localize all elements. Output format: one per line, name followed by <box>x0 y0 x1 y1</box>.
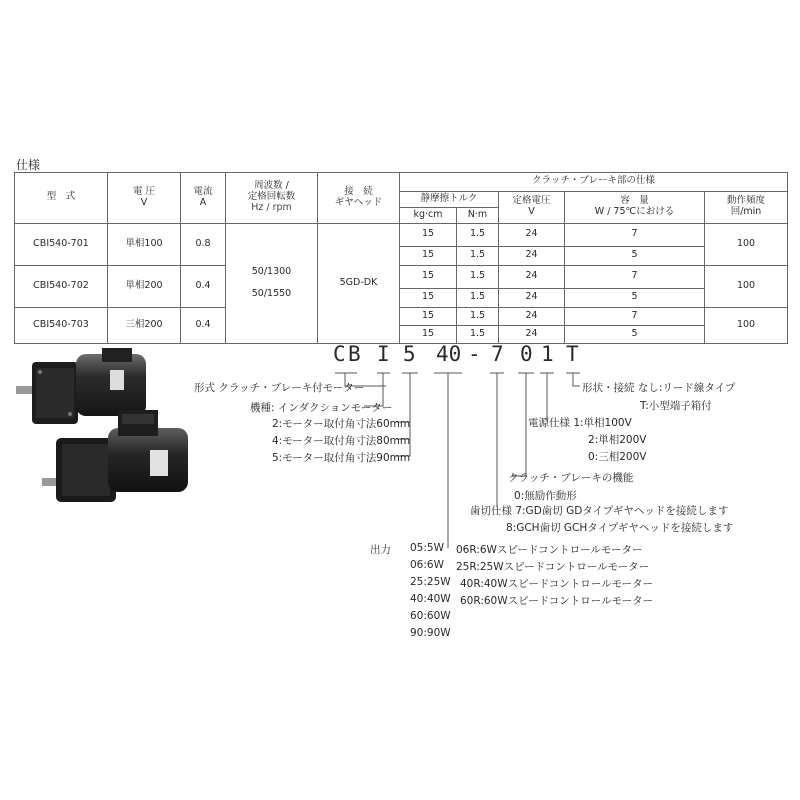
spec-title: 仕様 <box>16 158 41 172</box>
capacity-cell: 7 <box>565 307 705 326</box>
header-torque-nm: N·m <box>457 208 499 223</box>
current-cell: 0.4 <box>181 307 226 343</box>
label-type: 形式 クラッチ・ブレーキ付モーター <box>194 382 365 394</box>
label-gear-gd: 歯切仕様 7:GD歯切 GDタイプギヤヘッドを接続します <box>470 505 729 517</box>
rated-voltage-cell: 24 <box>499 307 565 326</box>
header-current: 電流 A <box>181 173 226 224</box>
label-mount-60: 2:モーター取付角寸法60mm <box>272 418 411 430</box>
torque-kgcm-cell: 15 <box>400 326 457 344</box>
model-cell: CBI540-701 <box>15 223 108 265</box>
code-char: C <box>333 342 346 366</box>
label-power-0: 0:三相200V <box>588 451 647 463</box>
torque-kgcm-cell: 15 <box>400 307 457 326</box>
capacity-cell: 5 <box>565 246 705 265</box>
current-cell: 0.8 <box>181 223 226 265</box>
code-char: 0 <box>520 342 533 366</box>
header-clutch-group: クラッチ・ブレーキ部の仕様 <box>400 173 788 192</box>
capacity-cell: 5 <box>565 288 705 307</box>
label-output-40w: 40:40W <box>410 593 451 605</box>
code-char: B <box>348 342 361 366</box>
frequency-cell: 50/1300 50/1550 <box>226 223 318 343</box>
header-operation: 動作頻度 回/min <box>705 191 788 223</box>
torque-kgcm-cell: 15 <box>400 246 457 265</box>
torque-nm-cell: 1.5 <box>457 223 499 246</box>
label-shape: 形状・接続 なし:リード線タイプ <box>582 382 736 394</box>
label-gear-gch: 8:GCH歯切 GCHタイプギヤヘッドを接続します <box>506 522 734 534</box>
code-char: 5 <box>403 342 416 366</box>
label-mount-80: 4:モーター取付角寸法80mm <box>272 435 411 447</box>
voltage-cell: 三相200 <box>108 307 181 343</box>
code-char: 7 <box>491 342 504 366</box>
torque-nm-cell: 1.5 <box>457 246 499 265</box>
header-torque: 静摩擦トルク <box>400 191 499 208</box>
rated-voltage-cell: 24 <box>499 265 565 288</box>
operation-cell: 100 <box>705 307 788 343</box>
label-output-25r: 25R:25Wスピードコントロールモーター <box>456 561 650 573</box>
rated-voltage-cell: 24 <box>499 223 565 246</box>
header-capacity: 容 量 W / 75℃における <box>565 191 705 223</box>
code-char: 1 <box>541 342 554 366</box>
label-mount-90: 5:モーター取付角寸法90mm <box>272 452 411 464</box>
operation-cell: 100 <box>705 265 788 307</box>
label-non-excited: 0:無励作動形 <box>514 490 577 502</box>
torque-kgcm-cell: 15 <box>400 288 457 307</box>
capacity-cell: 5 <box>565 326 705 344</box>
header-voltage: 電 圧 V <box>108 173 181 224</box>
capacity-cell: 7 <box>565 223 705 246</box>
rated-voltage-cell: 24 <box>499 246 565 265</box>
gearhead-cell: 5GD-DK <box>318 223 400 343</box>
code-char: - <box>468 342 481 366</box>
header-frequency: 周波数 / 定格回転数 Hz / rpm <box>226 173 318 224</box>
torque-nm-cell: 1.5 <box>457 307 499 326</box>
label-output-6w: 06:6W <box>410 559 444 571</box>
label-power-1: 電源仕様 1:単相100V <box>528 417 632 429</box>
label-output-40r: 40R:40Wスピードコントロールモーター <box>460 578 654 590</box>
header-torque-kgcm: kg·cm <box>400 208 457 223</box>
voltage-cell: 単相100 <box>108 223 181 265</box>
header-gearhead: 接 続 ギヤヘッド <box>318 173 400 224</box>
header-model: 型 式 <box>15 173 108 224</box>
label-output-6r: 06R:6Wスピードコントロールモーター <box>456 544 643 556</box>
model-cell: CBI540-702 <box>15 265 108 307</box>
torque-nm-cell: 1.5 <box>457 265 499 288</box>
label-terminal-box: T:小型端子箱付 <box>640 400 712 412</box>
rated-voltage-cell: 24 <box>499 288 565 307</box>
torque-kgcm-cell: 15 <box>400 223 457 246</box>
code-char: 40 <box>436 342 462 366</box>
torque-kgcm-cell: 15 <box>400 265 457 288</box>
torque-nm-cell: 1.5 <box>457 326 499 344</box>
operation-cell: 100 <box>705 223 788 265</box>
label-output-90w: 90:90W <box>410 627 451 639</box>
header-rated-voltage: 定格電圧 V <box>499 191 565 223</box>
torque-nm-cell: 1.5 <box>457 288 499 307</box>
capacity-cell: 7 <box>565 265 705 288</box>
label-output-25w: 25:25W <box>410 576 451 588</box>
code-char: I <box>377 342 390 366</box>
code-char: T <box>566 342 579 366</box>
label-clutch-function: クラッチ・ブレーキの機能 <box>508 472 634 484</box>
label-power-2: 2:単相200V <box>588 434 647 446</box>
label-output-60r: 60R:60Wスピードコントロールモーター <box>460 595 654 607</box>
label-output-60w: 60:60W <box>410 610 451 622</box>
voltage-cell: 単相200 <box>108 265 181 307</box>
label-output: 出力 <box>370 544 391 556</box>
rated-voltage-cell: 24 <box>499 326 565 344</box>
current-cell: 0.4 <box>181 265 226 307</box>
label-machine: 機種: インダクションモーター <box>250 402 393 414</box>
label-output-5w: 05:5W <box>410 542 444 554</box>
model-cell: CBI540-703 <box>15 307 108 343</box>
